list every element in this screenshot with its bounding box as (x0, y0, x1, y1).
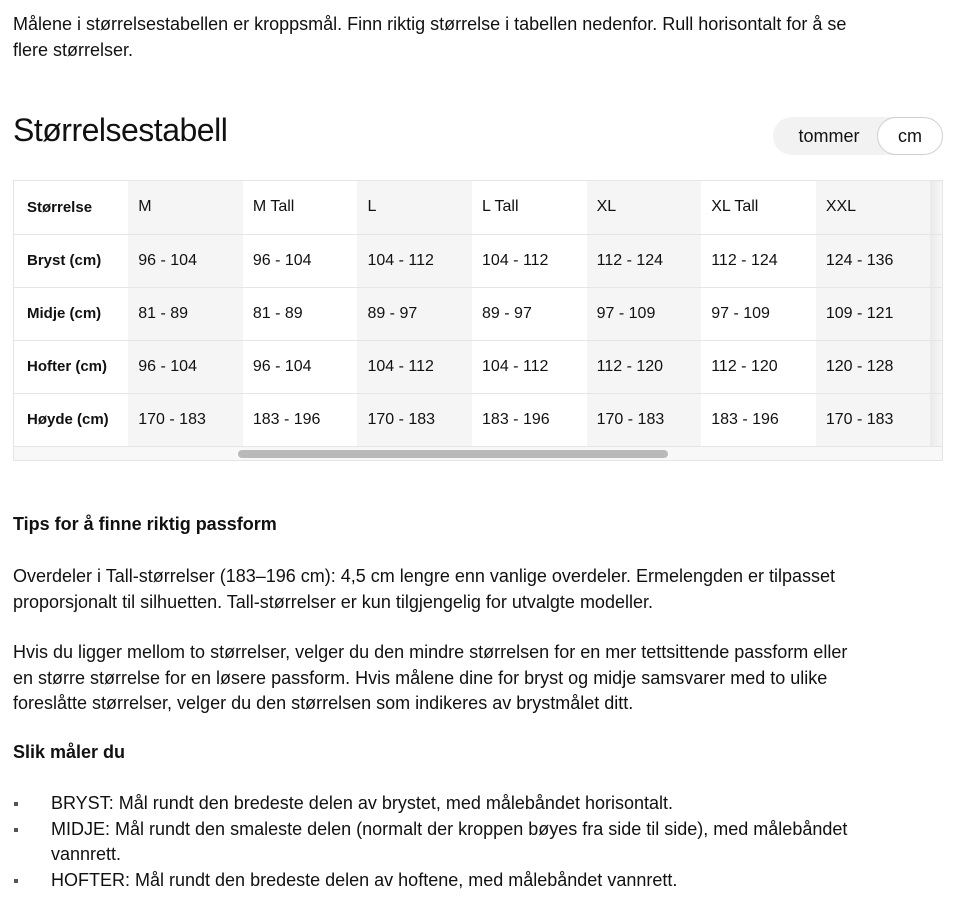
row-label-waist: Midje (cm) (14, 287, 128, 340)
table-row (14, 340, 942, 393)
list-item (13, 791, 863, 817)
table-cell: 104 - 112 (357, 234, 472, 287)
table-cell: 112 - 124 (587, 234, 702, 287)
row-label-height: Høyde (cm) (14, 393, 128, 446)
table-cell: 97 - 109 (587, 287, 702, 340)
table-cell: 109 - 121 (816, 287, 931, 340)
bullet-icon (14, 802, 18, 806)
table-cell: 170 - 183 (816, 393, 931, 446)
next-column-edge (930, 340, 942, 393)
table-cell: 89 - 97 (472, 287, 587, 340)
size-header-m: M (128, 181, 243, 234)
table-cell: 170 - 183 (128, 393, 243, 446)
size-header-xxl: XXL (816, 181, 931, 234)
bullet-icon (14, 879, 18, 883)
table-cell: 81 - 89 (128, 287, 243, 340)
table-cell: 112 - 120 (587, 340, 702, 393)
size-table-scroll-container[interactable] (13, 180, 943, 461)
row-label-chest: Bryst (cm) (14, 234, 128, 287)
table-cell: 89 - 97 (357, 287, 472, 340)
table-cell: 183 - 196 (701, 393, 816, 446)
list-item (13, 817, 863, 868)
bullet-icon (14, 828, 18, 832)
size-header-xl-tall: XL Tall (701, 181, 816, 234)
table-cell: 112 - 124 (701, 234, 816, 287)
fit-tips-paragraph-2: Hvis du ligger mellom to størrelser, velger du den mindre størrelsen for en mer tettsittende passform eller en større størrelse for en løsere passform. Hvis målene dine for bryst og midje samsvarer med to ulike foreslåtte størrelser, velger du den størrelsen som indikeres av brystmålet ditt. (13, 642, 848, 713)
table-cell: 183 - 196 (243, 393, 358, 446)
size-header-m-tall: M Tall (243, 181, 358, 234)
table-header-row (14, 181, 942, 234)
fit-tips-heading: Tips for å finne riktig passform (13, 514, 277, 534)
how-to-measure-heading: Slik måler du (13, 742, 126, 762)
table-row (14, 393, 942, 446)
table-cell: 96 - 104 (128, 234, 243, 287)
fit-tips-paragraph-1: Overdeler i Tall-størrelser (183–196 cm): 4,5 cm lengre enn vanlige overdeler. Ermelengden er tilpasset proporsjonalt til silhuetten. Tall-størrelser er kun tilgjengelig for utvalgte modeller. (13, 566, 836, 612)
measure-waist-text: MIDJE: Mål rundt den smaleste delen (normalt der kroppen bøyes fra side til side), med målebåndet vannrett. (51, 818, 848, 864)
measure-chest-text: BRYST: Mål rundt den bredeste delen av brystet, med målebåndet horisontalt. (51, 793, 674, 813)
measure-list (13, 791, 863, 893)
measure-hips-text: HOFTER: Mål rundt den bredeste delen av hoftene, med målebåndet vannrett. (51, 869, 678, 890)
table-cell: 170 - 183 (357, 393, 472, 446)
table-cell: 124 - 136 (816, 234, 931, 287)
table-row (14, 287, 942, 340)
next-column-edge (930, 234, 942, 287)
table-cell: 112 - 120 (701, 340, 816, 393)
next-column-edge (930, 393, 942, 446)
unit-toggle (773, 117, 943, 155)
table-cell: 104 - 112 (472, 234, 587, 287)
table-row (14, 234, 942, 287)
size-table (14, 181, 942, 447)
table-cell: 81 - 89 (243, 287, 358, 340)
table-cell: 104 - 112 (357, 340, 472, 393)
size-header-l: L (357, 181, 472, 234)
table-cell: 104 - 112 (472, 340, 587, 393)
table-cell: 97 - 109 (701, 287, 816, 340)
size-header-l-tall: L Tall (472, 181, 587, 234)
table-cell: 96 - 104 (243, 340, 358, 393)
table-header-label: Størrelse (14, 181, 128, 234)
list-item (13, 868, 863, 894)
table-cell: 183 - 196 (472, 393, 587, 446)
scrollbar-thumb[interactable] (238, 450, 668, 458)
unit-option-inches[interactable]: tommer (798, 126, 860, 146)
table-cell: 96 - 104 (128, 340, 243, 393)
table-cell: 170 - 183 (587, 393, 702, 446)
table-cell: 96 - 104 (243, 234, 358, 287)
table-cell: 120 - 128 (816, 340, 931, 393)
next-column-edge (930, 287, 942, 340)
intro-text: Målene i størrelsestabellen er kroppsmål. Finn riktig størrelse i tabellen nedenfor. Rull horisontalt for å se flere størrelser. (13, 14, 847, 60)
row-label-hips: Hofter (cm) (14, 340, 128, 393)
unit-option-cm[interactable]: cm (877, 117, 943, 155)
page-title: Størrelsestabell (13, 112, 228, 148)
next-column-edge (930, 181, 942, 234)
horizontal-scrollbar[interactable] (14, 447, 942, 461)
size-header-xl: XL (587, 181, 702, 234)
